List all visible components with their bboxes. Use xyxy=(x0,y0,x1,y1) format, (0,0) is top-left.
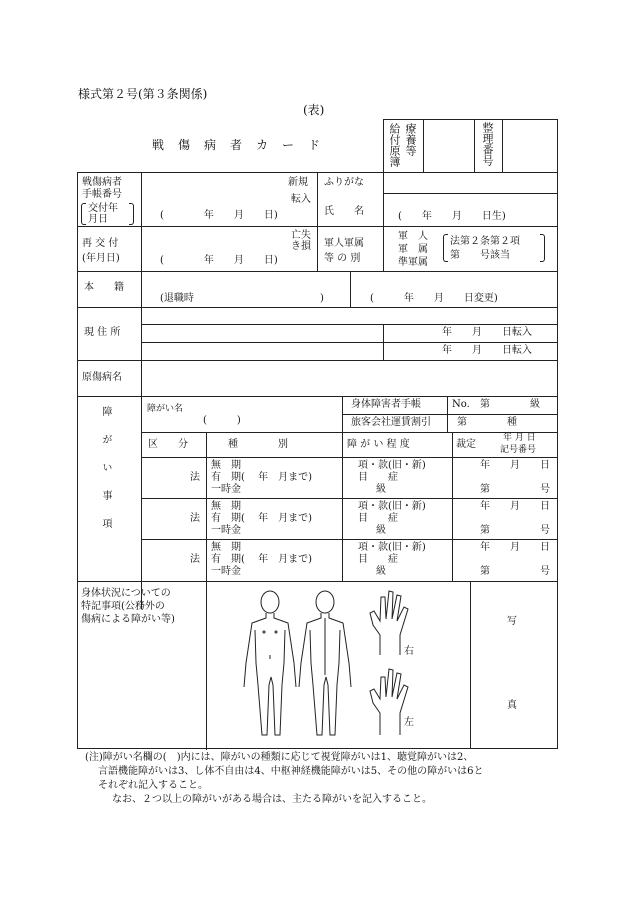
body-condition-label: 身体状況についての 特記事項(公務外の 傷病による障がい等) xyxy=(81,588,175,625)
note-line-3: それぞれ記入すること。 xyxy=(98,780,208,791)
col-nengappi: 年 月 日 xyxy=(503,433,536,443)
kind-cell: 無 期 有 期( 年 月まで) 一時金 xyxy=(211,501,312,536)
name-label: 氏 名 xyxy=(324,206,364,217)
back-head-icon xyxy=(316,591,334,613)
army-types: 軍 人 軍 属 準軍属 xyxy=(398,231,428,268)
current-address-label: 現 住 所 xyxy=(84,327,121,338)
transfer-label: 転入 xyxy=(291,194,311,205)
body-diagram xyxy=(240,585,430,745)
note-line-2: 言語機能障がいは3、し体不自由は4、中枢神経機能障がいは5、その他の障がいは6と xyxy=(98,766,484,777)
card-title: 戦 傷 病 者 カ ー ド xyxy=(152,138,322,152)
col-saitei: 裁定 xyxy=(456,439,476,450)
disease-label: 原傷病名 xyxy=(82,372,122,383)
ruling-date: 年 月 日 xyxy=(480,501,550,512)
col-kigou: 記号番号 xyxy=(500,445,537,455)
side-label: (表) xyxy=(303,103,325,117)
record-number: 第 号 xyxy=(480,525,550,536)
issue-date-value: ( 年 月 日) xyxy=(160,210,278,221)
lost-label: 亡失 き損 xyxy=(291,230,311,252)
record-number: 第 号 xyxy=(480,484,550,495)
army-category-label: 軍人軍属 等 の 別 xyxy=(324,238,364,264)
right-hand-icon xyxy=(370,591,408,655)
ruling-date: 年 月 日 xyxy=(480,542,550,553)
left-hand-icon xyxy=(370,669,408,735)
disability-side-label: 障がい事項 xyxy=(100,406,111,546)
photo-label-bottom: 真 xyxy=(507,700,517,711)
front-head-icon xyxy=(261,591,279,613)
reissue-date-value: ( 年 月 日) xyxy=(160,255,278,266)
law-cell: 法 xyxy=(190,554,200,565)
kind-cell: 無 期 有 期( 年 月まで) 一時金 xyxy=(211,542,312,577)
transfer-date-1: 年 月 日転入 xyxy=(442,327,532,338)
kind-cell: 無 期 有 期( 年 月まで) 一時金 xyxy=(211,460,312,495)
record-number: 第 号 xyxy=(480,566,550,577)
ruling-date: 年 月 日 xyxy=(480,460,550,471)
level-cell: 項・款(旧・新) 目 症 級 xyxy=(358,542,426,577)
grade-label: 第 級 xyxy=(480,399,540,410)
col-shubetsu: 種 別 xyxy=(228,439,288,450)
discount-label: 旅客会社運賃割引 xyxy=(351,417,431,428)
form-number: 様式第２号(第３条関係) xyxy=(78,87,208,101)
note-line-4: なお、２つ以上の障がいがある場合は、主たる障がいを記入すること。 xyxy=(112,794,432,805)
discount-type-label: 第 種 xyxy=(457,417,517,428)
retire-label: (退職時 xyxy=(160,293,194,304)
left-hand-label: 左 xyxy=(404,717,414,728)
techo-number-label: 戦傷病者 手帳番号 xyxy=(82,177,122,200)
note-line-1: (注)障がい名欄の( )内には、障がいの種類に応じて視覚障がいは1、聴覚障がいは2、 xyxy=(85,752,474,763)
furigana-label: ふりがな xyxy=(324,177,364,188)
birth-date-value: ( 年 月 日生) xyxy=(398,211,506,222)
no-label: No. xyxy=(452,399,470,410)
photo-label-top: 写 xyxy=(507,616,517,627)
issue-date-label: 交付年 月日 xyxy=(88,203,118,225)
right-hand-label: 右 xyxy=(404,646,414,657)
col-kubun: 区 分 xyxy=(148,439,188,450)
ryoyo-label: 給付原簿 療養等 xyxy=(388,123,417,167)
law-clause: 法第２条第２項 第 号該当 xyxy=(450,236,520,261)
level-cell: 項・款(旧・新) 目 症 級 xyxy=(358,501,426,536)
law-cell: 法 xyxy=(190,513,200,524)
honseki-label: 本 籍 xyxy=(84,282,124,293)
level-cell: 項・款(旧・新) 目 症 級 xyxy=(358,460,426,495)
seiri-label: 整理番号 xyxy=(481,122,494,166)
law-cell: 法 xyxy=(190,472,200,483)
honseki-change: ( 年 月 日変更) xyxy=(370,293,498,304)
techo-label: 身体障害者手帳 xyxy=(351,399,421,410)
disability-code-paren: ( ) xyxy=(203,415,241,426)
transfer-date-2: 年 月 日転入 xyxy=(442,345,532,356)
col-teido: 障 が い 程 度 xyxy=(347,439,410,450)
reissue-label: 再 交 付 (年月日) xyxy=(82,238,120,264)
new-label: 新規 xyxy=(288,177,308,188)
disability-name-label: 障がい名 xyxy=(147,404,184,414)
